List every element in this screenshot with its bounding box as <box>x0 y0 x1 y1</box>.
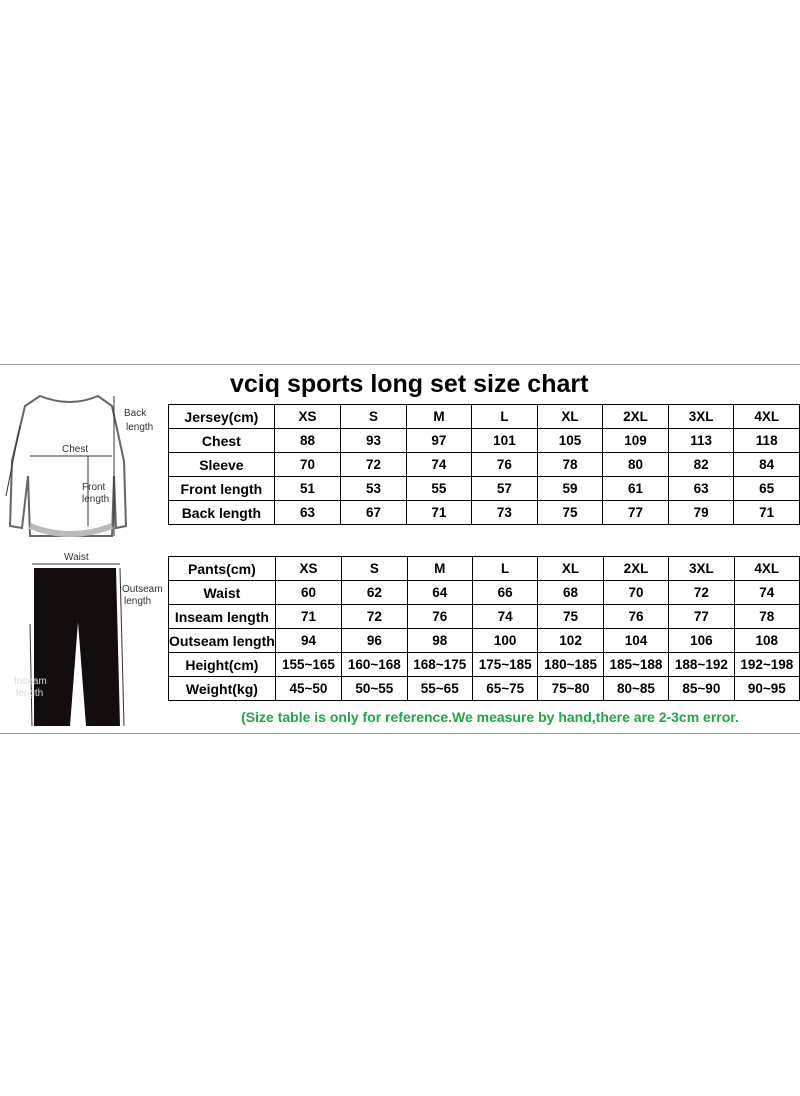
front-length-label: length <box>82 494 110 505</box>
table-row <box>169 501 800 525</box>
table-cell: 180~185 <box>538 653 603 677</box>
table-cell: 67 <box>341 501 406 525</box>
table-cell: 57 <box>472 477 538 501</box>
table-cell: 78 <box>734 605 799 629</box>
table-cell: 72 <box>341 453 406 477</box>
pants-size-table <box>168 556 800 701</box>
header-cell: L <box>472 557 537 581</box>
jersey-header-row <box>169 405 800 429</box>
table-cell: 82 <box>668 453 734 477</box>
jersey-diagram <box>6 396 153 536</box>
bottom-divider <box>0 733 800 734</box>
table-cell: 108 <box>734 629 799 653</box>
table-cell: 175~185 <box>472 653 537 677</box>
table-cell: 118 <box>734 429 800 453</box>
table-cell: 66 <box>472 581 537 605</box>
table-cell: 62 <box>342 581 407 605</box>
table-cell: 168~175 <box>407 653 472 677</box>
table-cell: 70 <box>274 453 340 477</box>
table-cell: 94 <box>275 629 341 653</box>
row-label: Waist <box>169 581 276 605</box>
inseam-label: Inseam <box>14 676 47 687</box>
table-cell: 88 <box>274 429 340 453</box>
table-cell: 113 <box>668 429 734 453</box>
table-cell: 53 <box>341 477 406 501</box>
table-cell: 100 <box>472 629 537 653</box>
table-cell: 55 <box>406 477 471 501</box>
table-cell: 160~168 <box>342 653 407 677</box>
table-cell: 77 <box>669 605 734 629</box>
header-cell: L <box>472 405 538 429</box>
table-cell: 68 <box>538 581 603 605</box>
waist-label: Waist <box>64 552 89 563</box>
table-row <box>169 477 800 501</box>
pants-diagram <box>14 552 163 726</box>
table-cell: 51 <box>274 477 340 501</box>
row-label: Weight(kg) <box>169 677 276 701</box>
table-cell: 60 <box>275 581 341 605</box>
header-cell: 3XL <box>668 405 734 429</box>
table-row <box>169 653 800 677</box>
chart-title: vciq sports long set size chart <box>230 370 589 398</box>
reference-note: (Size table is only for reference.We measure by hand,there are 2-3cm error. <box>241 709 739 725</box>
size-chart <box>0 364 800 734</box>
table-cell: 72 <box>669 581 734 605</box>
table-cell: 155~165 <box>275 653 341 677</box>
header-cell: 2XL <box>603 405 669 429</box>
table-cell: 90~95 <box>734 677 799 701</box>
header-cell: S <box>342 557 407 581</box>
row-label: Chest <box>169 429 275 453</box>
header-cell: S <box>341 405 406 429</box>
table-cell: 188~192 <box>669 653 734 677</box>
table-cell: 80 <box>603 453 669 477</box>
row-label: Back length <box>169 501 275 525</box>
table-cell: 76 <box>407 605 472 629</box>
table-cell: 61 <box>603 477 669 501</box>
header-cell: 4XL <box>734 405 800 429</box>
table-cell: 75 <box>538 605 603 629</box>
table-cell: 74 <box>406 453 471 477</box>
table-cell: 85~90 <box>669 677 734 701</box>
header-cell: 3XL <box>669 557 734 581</box>
table-cell: 74 <box>472 605 537 629</box>
table-cell: 71 <box>734 501 800 525</box>
table-cell: 71 <box>406 501 471 525</box>
table-cell: 80~85 <box>603 677 668 701</box>
row-label: Front length <box>169 477 275 501</box>
back-length-label: length <box>126 422 154 433</box>
table-cell: 55~65 <box>407 677 472 701</box>
table-row <box>169 605 800 629</box>
table-cell: 73 <box>472 501 538 525</box>
table-row <box>169 453 800 477</box>
inseam-length-label: length <box>16 688 44 699</box>
table-cell: 98 <box>407 629 472 653</box>
table-cell: 45~50 <box>275 677 341 701</box>
header-cell: XS <box>274 405 340 429</box>
table-cell: 74 <box>734 581 799 605</box>
table-cell: 72 <box>342 605 407 629</box>
table-cell: 96 <box>342 629 407 653</box>
table-row <box>169 677 800 701</box>
table-cell: 93 <box>341 429 406 453</box>
jersey-size-table <box>168 404 800 525</box>
table-cell: 59 <box>537 477 603 501</box>
table-cell: 50~55 <box>342 677 407 701</box>
table-cell: 79 <box>668 501 734 525</box>
header-cell: Pants(cm) <box>169 557 276 581</box>
row-label: Inseam length <box>169 605 276 629</box>
table-cell: 77 <box>603 501 669 525</box>
table-cell: 106 <box>669 629 734 653</box>
chest-label: Chest <box>62 444 89 455</box>
header-cell: Jersey(cm) <box>169 405 275 429</box>
table-cell: 70 <box>603 581 668 605</box>
table-cell: 63 <box>274 501 340 525</box>
table-cell: 75~80 <box>538 677 603 701</box>
table-row <box>169 429 800 453</box>
garment-illustration <box>0 386 172 732</box>
pants-header-row <box>169 557 800 581</box>
table-cell: 104 <box>603 629 668 653</box>
table-cell: 192~198 <box>734 653 799 677</box>
table-cell: 105 <box>537 429 603 453</box>
row-label: Height(cm) <box>169 653 276 677</box>
header-cell: XS <box>275 557 341 581</box>
header-cell: M <box>407 557 472 581</box>
header-cell: M <box>406 405 471 429</box>
front-label: Front <box>82 482 106 493</box>
table-row <box>169 629 800 653</box>
row-label: Outseam length <box>169 629 276 653</box>
back-label: Back <box>124 408 147 419</box>
table-cell: 75 <box>537 501 603 525</box>
row-label: Sleeve <box>169 453 275 477</box>
outseam-length-label: length <box>124 596 152 607</box>
table-cell: 64 <box>407 581 472 605</box>
table-cell: 84 <box>734 453 800 477</box>
outseam-label: Outseam <box>122 584 163 595</box>
table-cell: 65~75 <box>472 677 537 701</box>
header-cell: XL <box>538 557 603 581</box>
table-cell: 109 <box>603 429 669 453</box>
table-cell: 102 <box>538 629 603 653</box>
table-cell: 65 <box>734 477 800 501</box>
table-cell: 63 <box>668 477 734 501</box>
table-cell: 71 <box>275 605 341 629</box>
table-cell: 76 <box>603 605 668 629</box>
table-cell: 76 <box>472 453 538 477</box>
table-cell: 101 <box>472 429 538 453</box>
header-cell: 4XL <box>734 557 799 581</box>
table-cell: 78 <box>537 453 603 477</box>
header-cell: XL <box>537 405 603 429</box>
table-cell: 97 <box>406 429 471 453</box>
top-divider <box>0 364 800 365</box>
table-cell: 185~188 <box>603 653 668 677</box>
table-row <box>169 581 800 605</box>
header-cell: 2XL <box>603 557 668 581</box>
